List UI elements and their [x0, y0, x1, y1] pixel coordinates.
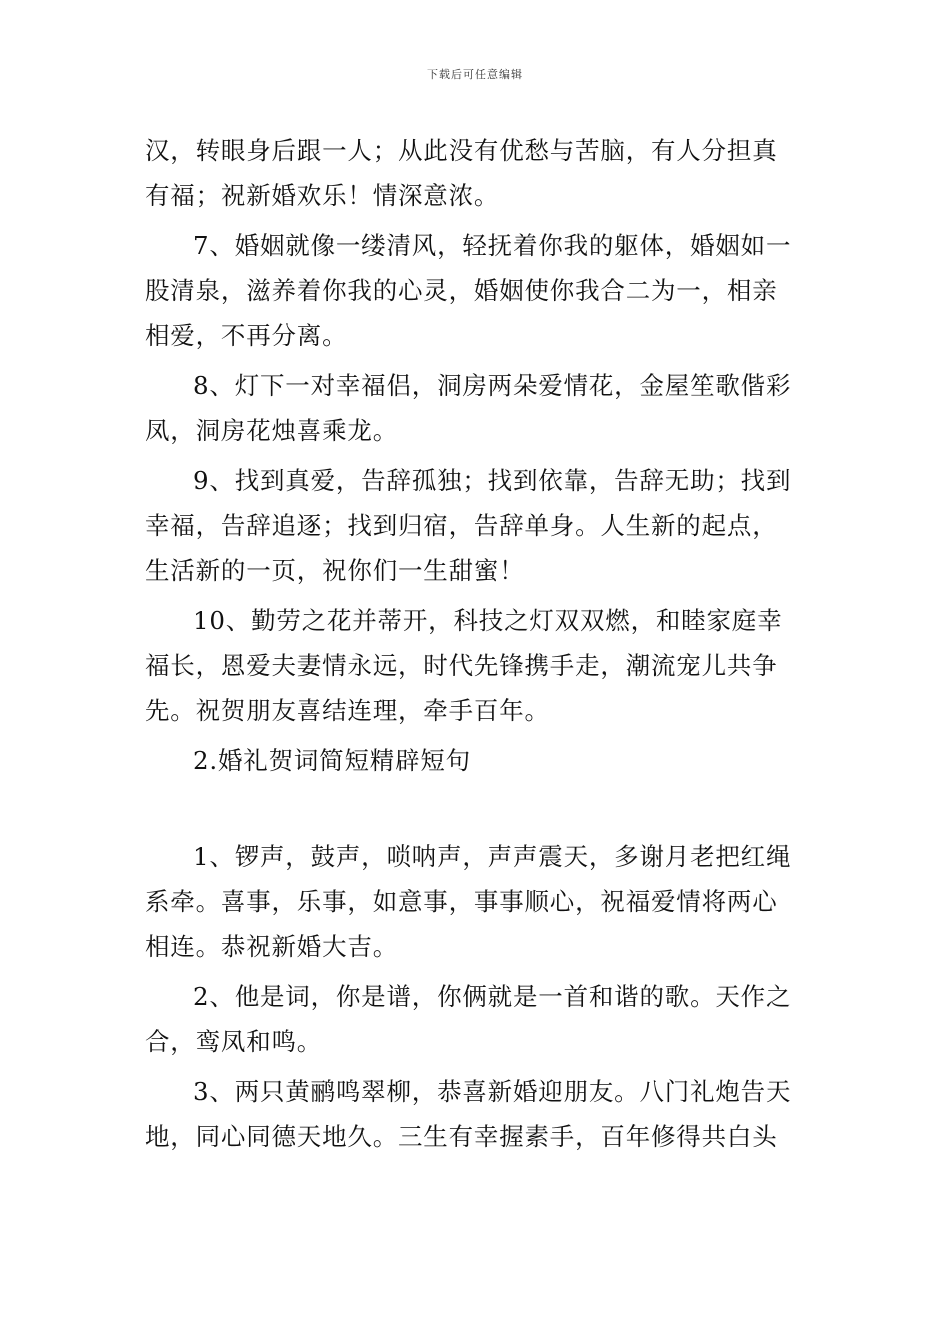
text-line: 相爱，不再分离。 — [145, 321, 348, 350]
text-line: 汉，转眼身后跟一人；从此没有优愁与苦脑，有人分担真 — [145, 136, 778, 165]
text-line: 股清泉，滋养着你我的心灵，婚姻使你我合二为一，相亲 — [145, 276, 778, 305]
text-line: 系牵。喜事，乐事，如意事，事事顺心，祝福爱情将两心 — [145, 887, 778, 916]
text-line: 生活新的一页，祝你们一生甜蜜！ — [145, 556, 525, 585]
text-line: 凤，洞房花烛喜乘龙。 — [145, 416, 398, 445]
section-heading: 2.婚礼贺词简短精辟短句 — [193, 746, 471, 775]
text-line: 地，同心同德天地久。三生有幸握素手，百年修得共白头 — [145, 1122, 778, 1151]
paragraph-start-1: 1、锣声，鼓声，唢呐声，声声震天，多谢月老把红绳 — [193, 842, 792, 871]
paragraph-start-10: 10、勤劳之花并蒂开，科技之灯双双燃，和睦家庭幸 — [193, 606, 783, 635]
text-line: 幸福，告辞追逐；找到归宿，告辞单身。人生新的起点， — [145, 511, 778, 540]
text-line: 福长，恩爱夫妻情永远，时代先锋携手走，潮流宠儿共争 — [145, 651, 778, 680]
text-line: 相连。恭祝新婚大吉。 — [145, 932, 398, 961]
paragraph-start-3: 3、两只黄鹂鸣翠柳，恭喜新婚迎朋友。八门礼炮告天 — [193, 1077, 792, 1106]
paragraph-start-7: 7、婚姻就像一缕清风，轻抚着你我的躯体，婚姻如一 — [193, 231, 792, 260]
paragraph-start-8: 8、灯下一对幸福侣，洞房两朵爱情花，金屋笙歌偕彩 — [193, 371, 792, 400]
paragraph-start-2: 2、他是词，你是谱，你俩就是一首和谐的歌。天作之 — [193, 982, 792, 1011]
text-line: 有福；祝新婚欢乐！情深意浓。 — [145, 181, 500, 210]
text-line: 先。祝贺朋友喜结连理，牵手百年。 — [145, 696, 550, 725]
document-body — [145, 128, 809, 1159]
text-line: 合，鸾凤和鸣。 — [145, 1027, 323, 1056]
page-header-note: 下载后可任意编辑 — [427, 68, 523, 81]
paragraph-start-9: 9、找到真爱，告辞孤独；找到依靠，告辞无助；找到 — [193, 466, 792, 495]
